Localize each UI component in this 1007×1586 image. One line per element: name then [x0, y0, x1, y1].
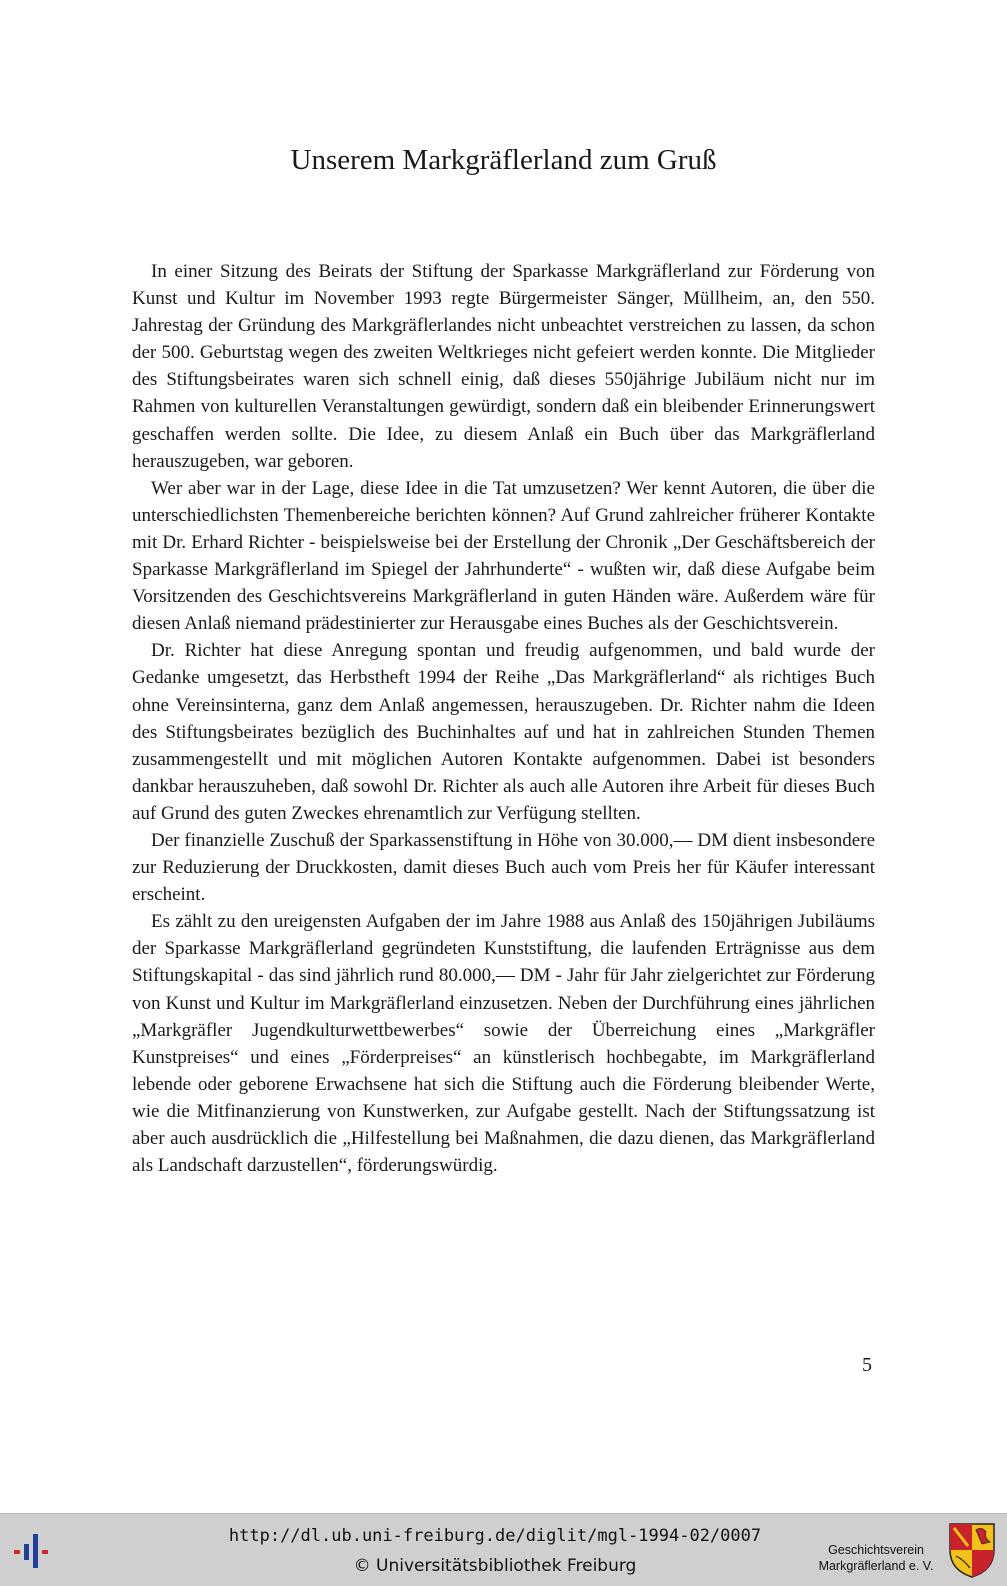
paragraph: Es zählt zu den ureigensten Aufgaben der im Jahre 1988 aus Anlaß des 150jährigen Jubiläums der Sparkasse Markgräflerland gegründeten Kunststiftung, die laufenden Erträgnisse aus dem Stiftungskapital - das sind jährlich rund 80.000,— DM - Jahr für Jahr zielgerichtet zur Förderung von Kunst und Kultur im Markgräflerland einzusetzen. Neben der Durchführung eines jährlichen „Markgräfler Jugendkulturwettbewerbes“ sowie der Überreichung eines „Markgräfler Kunstpreises“ und eines „Förderpreises“ an künstlerisch hochbegabte, im Markgräflerland lebende oder geborene Erwachsene hat sich die Stiftung auch die Förderung bleibender Werte, wie die Mitfinanzierung von Kunstwerken, zur Aufgabe gestellt. Nach der Stiftungssatzung ist aber auch ausdrücklich die „Hilfestellung bei Maßnahmen, die dazu dienen, das Markgräflerland als Landschaft darzustellen“, förderungswürdig.: [132, 911, 875, 1177]
page-title: Unserem Markgräflerland zum Gruß: [290, 144, 717, 176]
paragraph: Dr. Richter hat diese Anregung spontan und freudig aufgenommen, und bald wurde der Gedanke umgesetzt, das Herbstheft 1994 der Reihe „Das Markgräflerland“ als richtiges Buch ohne Vereinsinterna, ganz dem Anlaß angemessen, herauszugeben. Dr. Richter nahm die Ideen des Stiftungsbeirates bezüglich des Buchinhaltes auf und hat in zahlreichen Stunden Themen zusammengestellt und mit möglichen Autoren Kontakte aufgenommen. Dabei ist besonders dankbar herauszuheben, daß sowohl Dr. Richter als auch alle Autoren ihre Arbeit für dieses Buch auf Grund des guten Zweckes ehrenamtlich zur Verfügung stellten.: [132, 640, 875, 824]
footer-bar: [0, 1513, 1007, 1586]
society-name: [812, 1542, 940, 1574]
paragraph: Wer aber war in der Lage, diese Idee in die Tat umzusetzen? Wer kennt Autoren, die über die unterschiedlichsten Themenbereiche berichten können? Auf Grund zahlreicher früherer Kontakte mit Dr. Erhard Richter - beispielsweise bei der Erstellung der Chronik „Der Geschäftsbereich der Sparkasse Markgräflerland im Spiegel der Jahrhunderte“ - wußten wir, daß diese Aufgabe beim Vorsitzenden des Geschichtsvereins Markgräflerland in guten Händen wäre. Außerdem wäre für diesen Anlaß niemand prädestinierter zur Herausgabe eines Buches als der Geschichtsverein.: [132, 477, 875, 635]
coat-of-arms-icon: [946, 1520, 998, 1580]
footer-copyright: © Universitätsbibliothek Freiburg: [353, 1556, 637, 1576]
society-name-line: Geschichtsverein: [828, 1543, 924, 1557]
body-text: [132, 258, 875, 1179]
society-name-line: Markgräflerland e. V.: [818, 1559, 934, 1573]
footer-url[interactable]: http://dl.ub.uni-freiburg.de/diglit/mgl-1994-02/0007: [228, 1526, 762, 1546]
paragraph: In einer Sitzung des Beirats der Stiftung der Sparkasse Markgräflerland zur Förderung von Kunst und Kultur im November 1993 regte Bürgermeister Sänger, Müllheim, an, den 550. Jahrestag der Gründung des Markgräflerlandes nicht unbeachtet verstreichen zu lassen, da schon der 500. Geburtstag wegen des zweiten Weltkrieges nicht gefeiert werden konnte. Die Mitglieder des Stiftungsbeirates waren sich schnell einig, daß dieses 550jährige Jubiläum nicht nur im Rahmen von kulturellen Veranstaltungen gewürdigt, sondern daß ein bleibender Erinnerungswert geschaffen werden sollte. Die Idee, zu diesem Anlaß ein Buch über das Markgräflerland herauszugeben, war geboren.: [132, 261, 875, 472]
page-number: 5: [862, 1354, 872, 1376]
paragraph: Der finanzielle Zuschuß der Sparkassenstiftung in Höhe von 30.000,— DM dient insbesondere zur Reduzierung der Druckkosten, damit dieses Buch auch vom Preis her für Käufer interessant erscheint.: [132, 829, 875, 906]
